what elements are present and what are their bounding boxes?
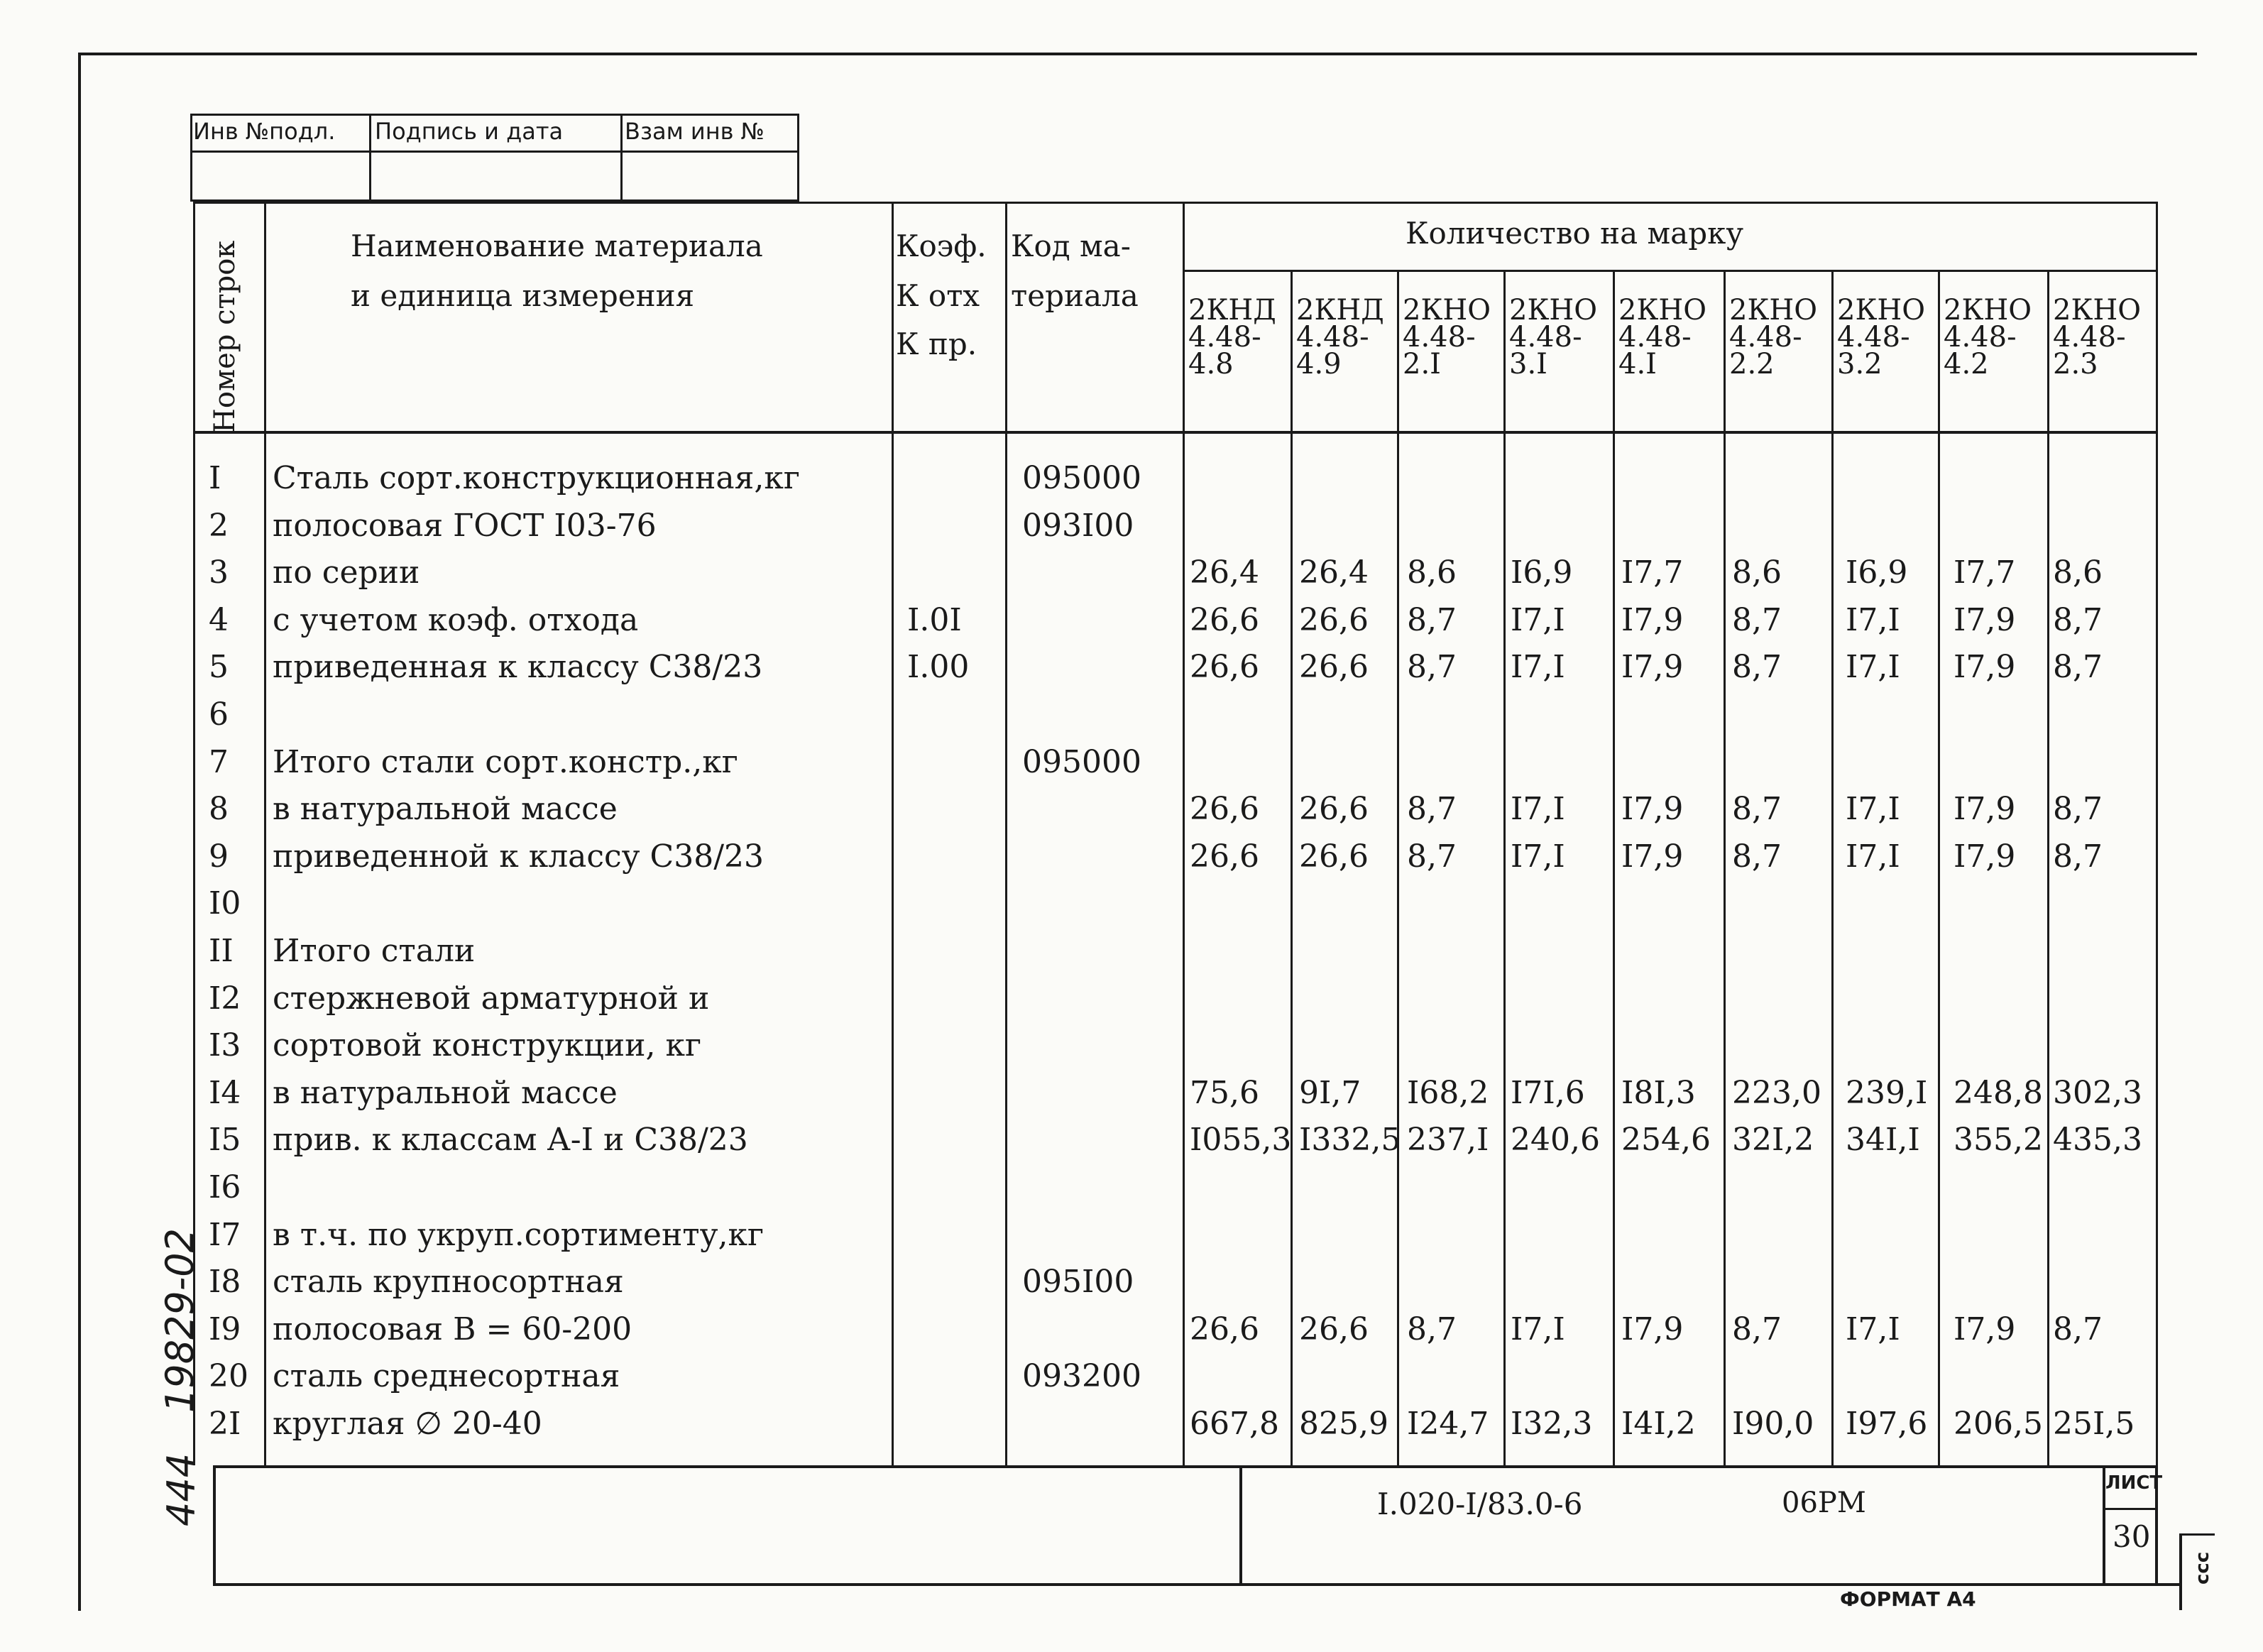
row-number: 8 (209, 791, 229, 828)
quantity-value: I90,0 (1732, 1406, 1814, 1442)
row-number: 2 (209, 507, 229, 544)
frame-left-line (78, 53, 81, 1611)
mark-header-8-line3: 4.2 (1944, 348, 1989, 381)
material-name: приведенная к классу С38/23 (273, 649, 763, 686)
mark-header-9-line2: 4.48- (2053, 321, 2126, 354)
row-number: I6 (209, 1169, 241, 1205)
quantity-value: 8,7 (1732, 1311, 1782, 1347)
coef-header-line2: К отх (896, 278, 980, 313)
sheet-label: ЛИСТ (2105, 1472, 2163, 1494)
quantity-value: 26,6 (1190, 601, 1259, 638)
mark-header-1-line2: 4.48- (1188, 321, 1261, 354)
quantity-value: I68,2 (1407, 1074, 1489, 1111)
quantity-header: Количество на марку (1406, 216, 1744, 251)
mark-header-5-line2: 4.48- (1618, 321, 1692, 354)
material-name: стержневой арматурной и (273, 980, 710, 1017)
row-number: 5 (209, 649, 229, 686)
row-number: I7 (209, 1216, 241, 1253)
frame-top-line (78, 53, 2197, 55)
name-header-line1: Наименование материала (351, 229, 763, 263)
quantity-value: 8,7 (2053, 1311, 2103, 1347)
quantity-value: 223,0 (1732, 1074, 1821, 1111)
quantity-value: 8,6 (1732, 554, 1782, 591)
mark-header-7-line3: 3.2 (1837, 348, 1883, 381)
quantity-value: 240,6 (1511, 1122, 1600, 1159)
quantity-value: I7,I (1846, 791, 1900, 828)
material-code: 095000 (1022, 460, 1141, 496)
mark-header-9-line3: 2.3 (2053, 348, 2098, 381)
material-name: Итого стали сорт.констр.,кг (273, 743, 738, 780)
coefficient: I.0I (907, 601, 962, 638)
quantity-value: I4I,2 (1621, 1406, 1696, 1442)
quantity-value: 34I,I (1846, 1122, 1920, 1159)
quantity-value: 9I,7 (1299, 1074, 1361, 1111)
sheet-number: 30 (2113, 1519, 2151, 1554)
quantity-value: 254,6 (1621, 1122, 1711, 1159)
mark-header-9-line1: 2КНО (2053, 294, 2142, 327)
code-header-line2: териала (1011, 278, 1139, 313)
quantity-value: I7,9 (1621, 838, 1684, 875)
quantity-value: 435,3 (2053, 1122, 2142, 1159)
material-name: Итого стали (273, 933, 476, 969)
quantity-value: 32I,2 (1732, 1122, 1814, 1159)
quantity-value: 8,6 (1407, 554, 1457, 591)
material-code: 093200 (1022, 1358, 1141, 1395)
quantity-value: 8,7 (1407, 1311, 1457, 1347)
material-name: в натуральной массе (273, 1074, 618, 1111)
material-name: сортовой конструкции, кг (273, 1027, 702, 1064)
quantity-value: I7I,6 (1511, 1074, 1585, 1111)
quantity-value: 26,6 (1190, 1311, 1259, 1347)
quantity-value: 8,7 (2053, 838, 2103, 875)
quantity-value: I7,I (1846, 838, 1900, 875)
quantity-value: 8,7 (1732, 601, 1782, 638)
corner-mark: ccc (2192, 1551, 2213, 1585)
quantity-value: 26,6 (1299, 791, 1369, 828)
mark-header-3-line2: 4.48- (1403, 321, 1476, 354)
quantity-value: 8,7 (1732, 649, 1782, 686)
row-number: II (209, 933, 234, 969)
mark-header-2-line3: 4.9 (1296, 348, 1342, 381)
quantity-value: I97,6 (1846, 1406, 1928, 1442)
row-number: I4 (209, 1074, 241, 1111)
mark-header-4-line1: 2КНО (1509, 294, 1598, 327)
quantity-value: I7,I (1846, 1311, 1900, 1347)
row-number: 4 (209, 601, 229, 638)
quantity-value: I332,5 (1299, 1122, 1401, 1159)
row-number-header: Номер строк (209, 240, 241, 433)
mark-header-2-line1: 2КНД (1296, 294, 1384, 327)
format-label: ФОРМАТ А4 (1840, 1587, 1976, 1611)
row-number: I8 (209, 1264, 241, 1301)
material-name: приведенной к классу С38/23 (273, 838, 765, 875)
quantity-value: 8,7 (1407, 791, 1457, 828)
quantity-value: 8,6 (2053, 554, 2103, 591)
quantity-value: I7,I (1511, 1311, 1565, 1347)
quantity-value: I7,9 (1621, 791, 1684, 828)
quantity-value: I6,9 (1511, 554, 1573, 591)
quantity-value: I7,9 (1954, 1311, 2016, 1347)
quantity-value: I7,I (1846, 601, 1900, 638)
quantity-value: 8,7 (2053, 791, 2103, 828)
quantity-value: 75,6 (1190, 1074, 1259, 1111)
mark-header-8-line1: 2КНО (1944, 294, 2032, 327)
quantity-value: I7,I (1511, 791, 1565, 828)
stamp-vzam: Взам инв № (625, 118, 765, 145)
row-number: 6 (209, 696, 229, 733)
quantity-value: 8,7 (2053, 601, 2103, 638)
material-name: в натуральной массе (273, 791, 618, 828)
material-code: 095000 (1022, 743, 1141, 780)
coef-header-line3: К пр. (896, 327, 977, 361)
quantity-value: I7,9 (1621, 1311, 1684, 1347)
mark-header-8-line2: 4.48- (1944, 321, 2017, 354)
quantity-value: I24,7 (1407, 1406, 1489, 1442)
quantity-value: I7,9 (1954, 601, 2016, 638)
row-number: I3 (209, 1027, 241, 1064)
mark-header-5-line3: 4.I (1618, 348, 1657, 381)
row-number: I9 (209, 1311, 241, 1347)
material-name: круглая ∅ 20-40 (273, 1406, 542, 1442)
material-name: полосовая ГОСТ I03-76 (273, 507, 657, 544)
quantity-value: 26,6 (1190, 791, 1259, 828)
quantity-value: 237,I (1407, 1122, 1489, 1159)
mark-header-1-line1: 2КНД (1188, 294, 1276, 327)
mark-header-6-line3: 2.2 (1729, 348, 1775, 381)
material-code: 095I00 (1022, 1264, 1134, 1301)
quantity-value: 26,6 (1299, 649, 1369, 686)
quantity-value: I8I,3 (1621, 1074, 1696, 1111)
mark-header-3-line1: 2КНО (1403, 294, 1491, 327)
row-number: 9 (209, 838, 229, 875)
quantity-value: I7,9 (1954, 791, 2016, 828)
document-suffix: 06РМ (1782, 1487, 1866, 1519)
coefficient: I.00 (907, 649, 970, 686)
quantity-value: 26,6 (1299, 601, 1369, 638)
row-number: I5 (209, 1122, 241, 1159)
coef-header-line1: Коэф. (896, 229, 987, 263)
quantity-value: 26,6 (1299, 838, 1369, 875)
mark-header-7-line1: 2КНО (1837, 294, 1926, 327)
quantity-value: 26,6 (1190, 838, 1259, 875)
quantity-value: I055,3 (1190, 1122, 1292, 1159)
mark-header-4-line3: 3.I (1509, 348, 1547, 381)
mark-header-1-line3: 4.8 (1188, 348, 1234, 381)
quantity-value: 206,5 (1954, 1406, 2043, 1442)
mark-header-7-line2: 4.48- (1837, 321, 1910, 354)
material-code: 093I00 (1022, 507, 1134, 544)
quantity-value: 248,8 (1954, 1074, 2043, 1111)
row-number: 2I (209, 1406, 241, 1442)
material-name: по серии (273, 554, 420, 591)
mark-header-5-line1: 2КНО (1618, 294, 1707, 327)
row-number: I2 (209, 980, 241, 1017)
quantity-value: I6,9 (1846, 554, 1908, 591)
material-name: сталь крупносортная (273, 1264, 624, 1301)
quantity-value: I7,I (1511, 649, 1565, 686)
quantity-value: 26,6 (1299, 1311, 1369, 1347)
material-name: прив. к классам А-I и С38/23 (273, 1122, 748, 1159)
quantity-value: 26,4 (1299, 554, 1369, 591)
quantity-value: I7,9 (1621, 649, 1684, 686)
quantity-value: I32,3 (1511, 1406, 1593, 1442)
quantity-value: 8,7 (1407, 838, 1457, 875)
side-page: 444 (159, 1453, 204, 1526)
side-number: 19829-02 (158, 1228, 202, 1413)
quantity-value: I7,9 (1954, 649, 2016, 686)
quantity-value: I7,7 (1621, 554, 1684, 591)
quantity-value: I7,7 (1954, 554, 2016, 591)
material-name: в т.ч. по укруп.сортименту,кг (273, 1216, 765, 1253)
material-name: полосовая В = 60-200 (273, 1311, 632, 1347)
quantity-value: 239,I (1846, 1074, 1928, 1111)
name-header-line2: и единица измерения (351, 278, 695, 313)
quantity-value: 302,3 (2053, 1074, 2142, 1111)
quantity-value: I7,I (1511, 601, 1565, 638)
row-number: 7 (209, 743, 229, 780)
row-number: I (209, 460, 221, 496)
mark-header-2-line2: 4.48- (1296, 321, 1369, 354)
material-name: сталь среднесортная (273, 1358, 620, 1395)
quantity-value: 667,8 (1190, 1406, 1279, 1442)
quantity-value: 25I,5 (2053, 1406, 2135, 1442)
quantity-value: 825,9 (1299, 1406, 1388, 1442)
stamp-podpis: Подпись и дата (375, 118, 564, 145)
stamp-inv-podl: Инв №подл. (193, 118, 336, 145)
quantity-value: 8,7 (1732, 791, 1782, 828)
mark-header-6-line1: 2КНО (1729, 294, 1818, 327)
quantity-value: 26,4 (1190, 554, 1259, 591)
quantity-value: 26,6 (1190, 649, 1259, 686)
quantity-value: 8,7 (1732, 838, 1782, 875)
row-number: I0 (209, 885, 241, 922)
row-number: 20 (209, 1358, 248, 1395)
quantity-value: 8,7 (1407, 649, 1457, 686)
quantity-value: I7,9 (1621, 601, 1684, 638)
document-code: I.020-I/83.0-6 (1377, 1487, 1583, 1521)
material-name: с учетом коэф. отхода (273, 601, 639, 638)
quantity-value: I7,9 (1954, 838, 2016, 875)
mark-header-6-line2: 4.48- (1729, 321, 1802, 354)
mark-header-3-line3: 2.I (1403, 348, 1441, 381)
row-number: 3 (209, 554, 229, 591)
quantity-value: I7,I (1846, 649, 1900, 686)
mark-header-4-line2: 4.48- (1509, 321, 1582, 354)
quantity-value: I7,I (1511, 838, 1565, 875)
material-name: Сталь сорт.конструкционная,кг (273, 460, 800, 496)
code-header-line1: Код ма- (1011, 229, 1131, 263)
quantity-value: 8,7 (2053, 649, 2103, 686)
quantity-value: 8,7 (1407, 601, 1457, 638)
quantity-value: 355,2 (1954, 1122, 2043, 1159)
